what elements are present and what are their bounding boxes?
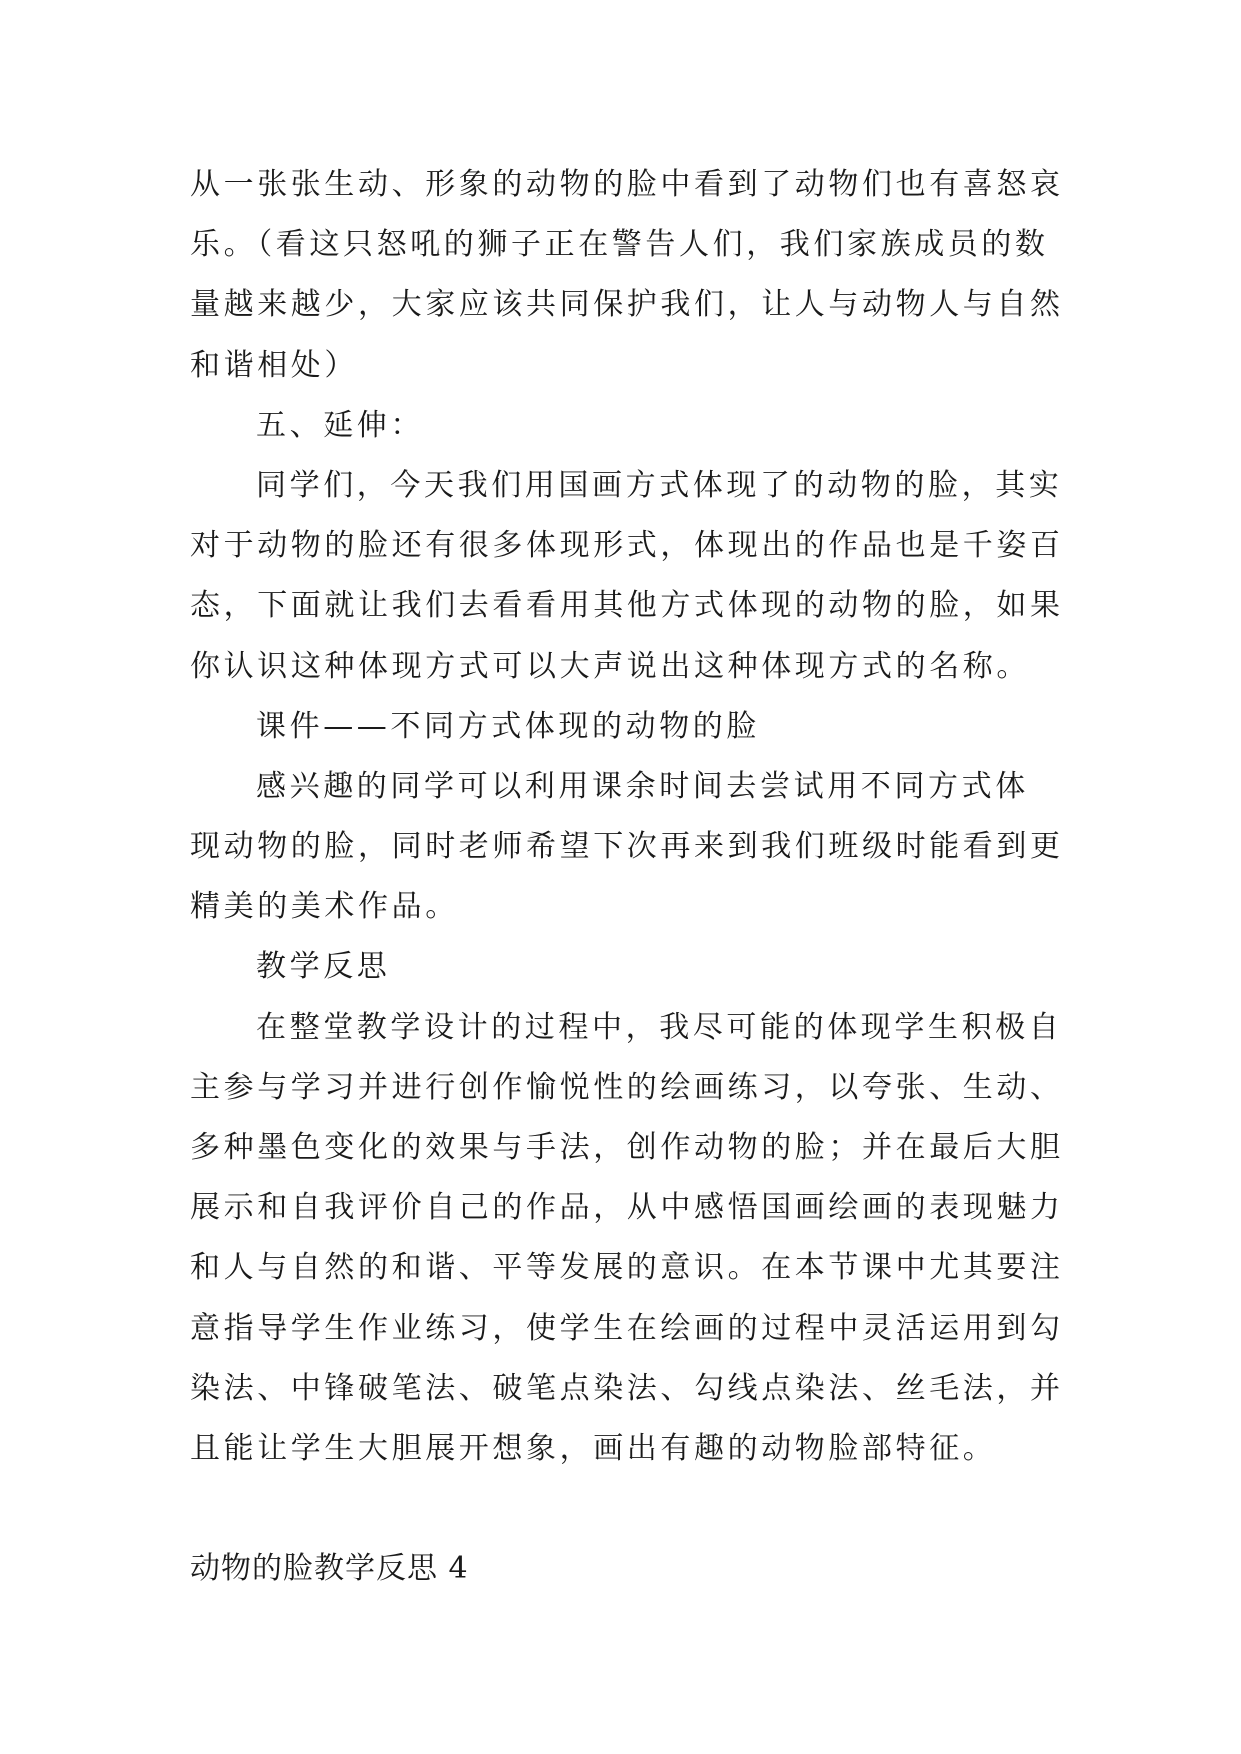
text-line: 感兴趣的同学可以利用课余时间去尝试用不同方式体 <box>256 768 1029 804</box>
text-line: 和人与自然的和谐、平等发展的意识。在本节课中尤其要注 <box>190 1250 1064 1286</box>
text-line: 在整堂教学设计的过程中，我尽可能的体现学生积极自 <box>256 1009 1063 1045</box>
text-line: 主参与学习并进行创作愉悦性的绘画练习，以夸张、生动、 <box>190 1069 1064 1105</box>
text-line: 染法、中锋破笔法、破笔点染法、勾线点染法、丝毛法，并 <box>190 1370 1064 1406</box>
text-line: 展示和自我评价自己的作品，从中感悟国画绘画的表现魅力 <box>190 1190 1064 1226</box>
heading-reflection: 教学反思 <box>256 949 391 985</box>
text-line: 量越来越少，大家应该共同保护我们，让人与动物人与自然 <box>190 287 1064 323</box>
text-line: 多种墨色变化的效果与手法，创作动物的脸；并在最后大胆 <box>190 1130 1064 1165</box>
text-line: 从一张张生动、形象的动物的脸中看到了动物们也有喜怒哀 <box>190 167 1064 202</box>
text-line: 乐。（看这只怒吼的狮子正在警告人们，我们家族成员的数 <box>190 227 1049 263</box>
section-title: 动物的脸教学反思 4 <box>190 1551 469 1587</box>
text-line: 对于动物的脸还有很多体现形式，体现出的作品也是千姿百 <box>190 528 1064 564</box>
text-line: 和谐相处） <box>190 347 358 383</box>
body-text <box>190 155 1070 1599</box>
text-line: 你认识这种体现方式可以大声说出这种体现方式的名称。 <box>190 648 1030 684</box>
text-line: 同学们，今天我们用国画方式体现了的动物的脸，其实 <box>256 467 1063 503</box>
courseware-line: 课件——不同方式体现的动物的脸 <box>256 708 760 744</box>
text-line: 态，下面就让我们去看看用其他方式体现的动物的脸，如果 <box>190 588 1064 624</box>
text-line: 意指导学生作业练习，使学生在绘画的过程中灵活运用到勾 <box>190 1310 1064 1346</box>
heading-extension: 五、延伸： <box>256 407 424 443</box>
text-line: 现动物的脸，同时老师希望下次再来到我们班级时能看到更 <box>190 829 1064 865</box>
text-line: 精美的美术作品。 <box>190 889 459 925</box>
text-line: 且能让学生大胆展开想象，画出有趣的动物脸部特征。 <box>190 1430 997 1466</box>
